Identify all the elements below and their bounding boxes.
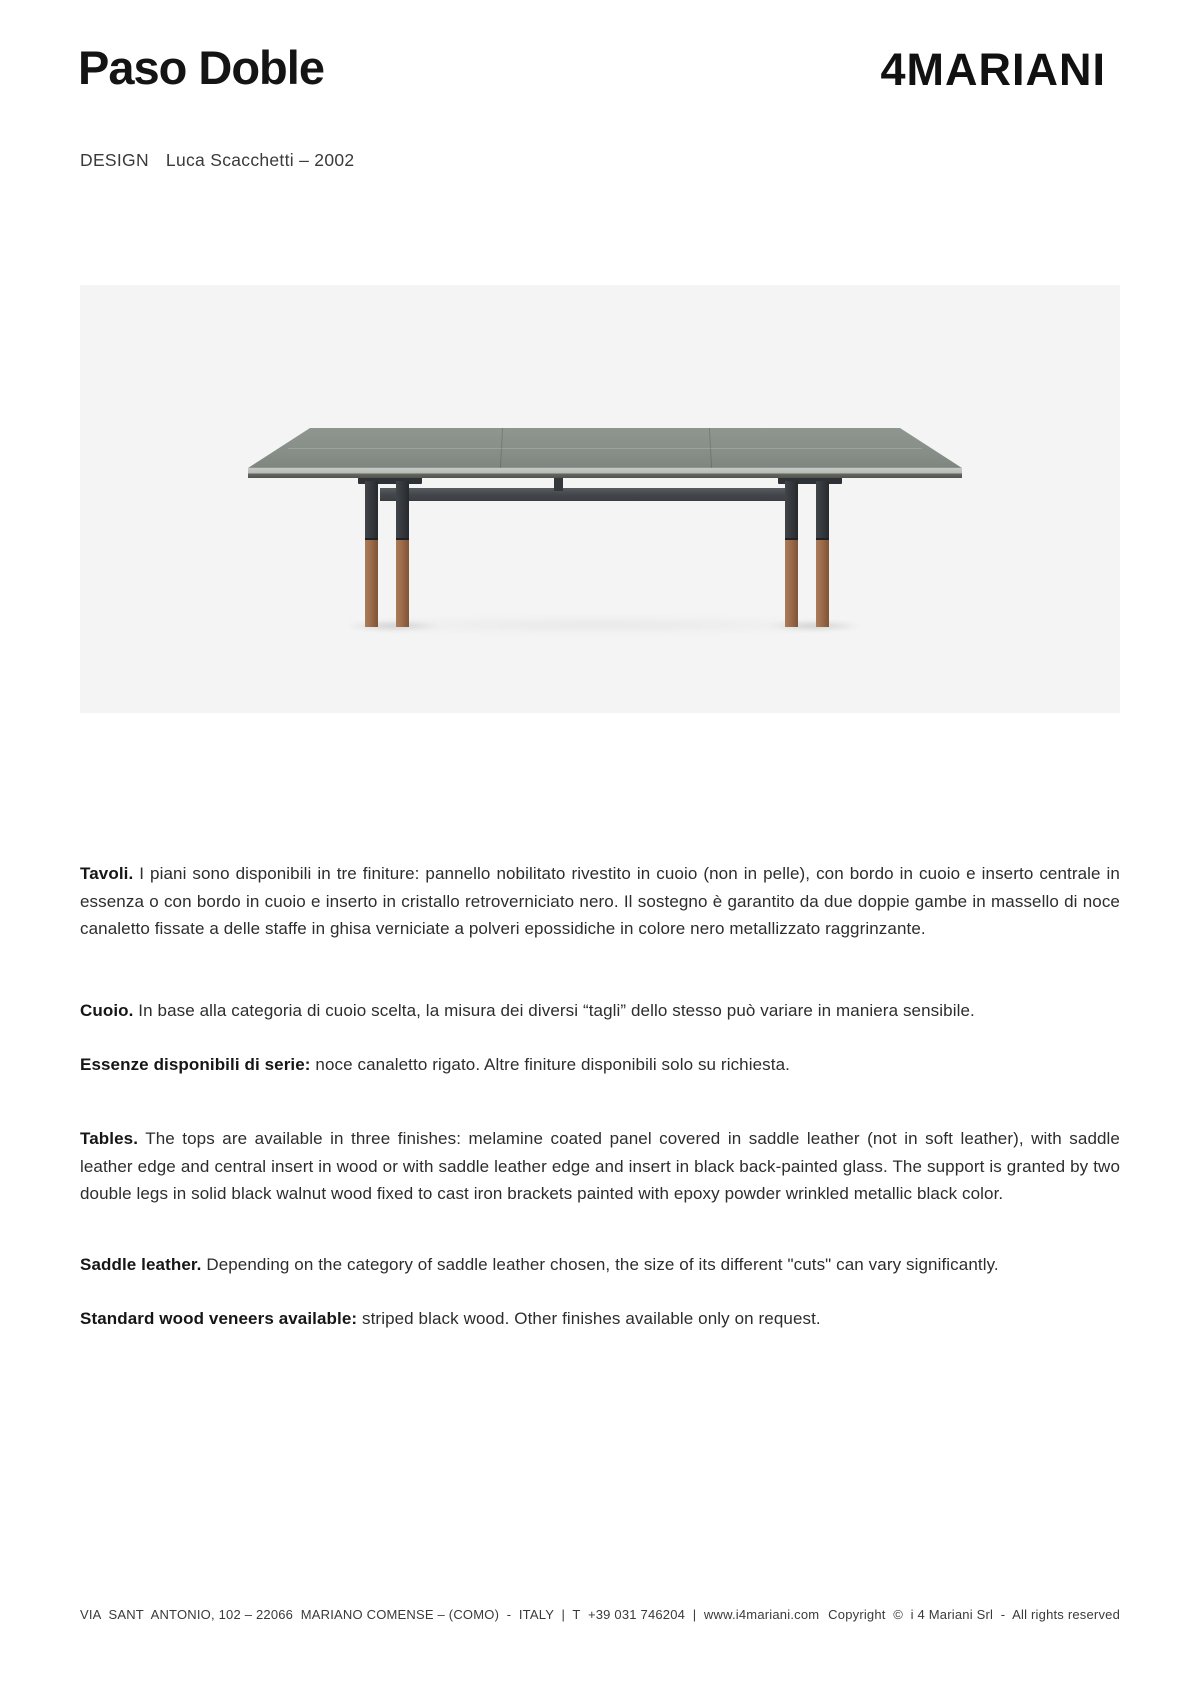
table-top-extension-seam bbox=[288, 448, 922, 449]
paragraph-lead: Saddle leather. bbox=[80, 1255, 202, 1274]
paragraph-text: Depending on the category of saddle leather chosen, the size of its different "cuts" can vary significantly. bbox=[201, 1255, 999, 1274]
brand-logo: 4MARIANI bbox=[880, 44, 1106, 95]
design-value: Luca Scacchetti – 2002 bbox=[165, 150, 355, 170]
design-label: DESIGN bbox=[80, 150, 149, 170]
table-top bbox=[248, 428, 962, 478]
table-leg-left-inner bbox=[396, 481, 409, 627]
paragraph-text: noce canaletto rigato. Altre finiture disponibili solo su richiesta. bbox=[310, 1055, 790, 1074]
footer-address: VIA SANT ANTONIO, 102 – 22066 MARIANO COMENSE – (COMO) - ITALY | T +39 031 746204 | www.i4mariani.com bbox=[80, 1607, 820, 1622]
paragraph-text: In base alla categoria di cuoio scelta, la misura dei diversi “tagli” dello stesso può variare in maniera sensibile. bbox=[133, 1001, 975, 1020]
paragraph-lead: Essenze disponibili di serie: bbox=[80, 1055, 311, 1074]
left-leg-shadow bbox=[346, 621, 442, 631]
paragraph-essenze bbox=[80, 1051, 1120, 1079]
paragraph-lead: Tables. bbox=[80, 1129, 139, 1148]
design-credit bbox=[80, 150, 354, 171]
page-footer bbox=[80, 1607, 1120, 1622]
paragraph-wood-veneers bbox=[80, 1305, 1120, 1333]
paragraph-lead: Tavoli. bbox=[80, 864, 134, 883]
table-leg-left-outer bbox=[365, 481, 378, 627]
right-leg-shadow bbox=[766, 621, 862, 631]
table-leg-right-inner bbox=[785, 481, 798, 627]
product-photo bbox=[80, 285, 1120, 713]
page-title: Paso Doble bbox=[78, 41, 324, 94]
paragraph-text: striped black wood. Other finishes available only on request. bbox=[357, 1309, 821, 1328]
table-stretcher-bar bbox=[380, 488, 790, 501]
paragraph-tavoli bbox=[80, 860, 1120, 943]
paragraph-text: I piani sono disponibili in tre finiture: pannello nobilitato rivestito in cuoio (non in pelle), con bordo in cuoio e inserto centrale in essenza o con bordo in cuoio e inserto in cristallo retroverniciato nero. Il sostegno è garantito da due doppie gambe in massello di noce canaletto fissate a delle staffe in ghisa verniciate a polveri epossidiche in colore nero metallizzato raggrinzante. bbox=[80, 864, 1120, 939]
paragraph-lead: Cuoio. bbox=[80, 1001, 134, 1020]
paragraph-tables bbox=[80, 1125, 1120, 1208]
paragraph-saddle-leather bbox=[80, 1251, 1120, 1279]
footer-copyright: Copyright © i 4 Mariani Srl - All rights reserved bbox=[828, 1607, 1120, 1622]
paragraph-lead: Standard wood veneers available: bbox=[80, 1309, 358, 1328]
table-leg-right-outer bbox=[816, 481, 829, 627]
paragraph-cuoio bbox=[80, 997, 1120, 1025]
paragraph-text: The tops are available in three finishes: melamine coated panel covered in saddle leather (not in soft leather), with saddle leather edge and central insert in wood or with saddle leather edge and insert in black back-painted glass. The support is granted by two double legs in solid black walnut wood fixed to cast iron brackets painted with epoxy powder wrinkled metallic black color. bbox=[80, 1129, 1120, 1204]
